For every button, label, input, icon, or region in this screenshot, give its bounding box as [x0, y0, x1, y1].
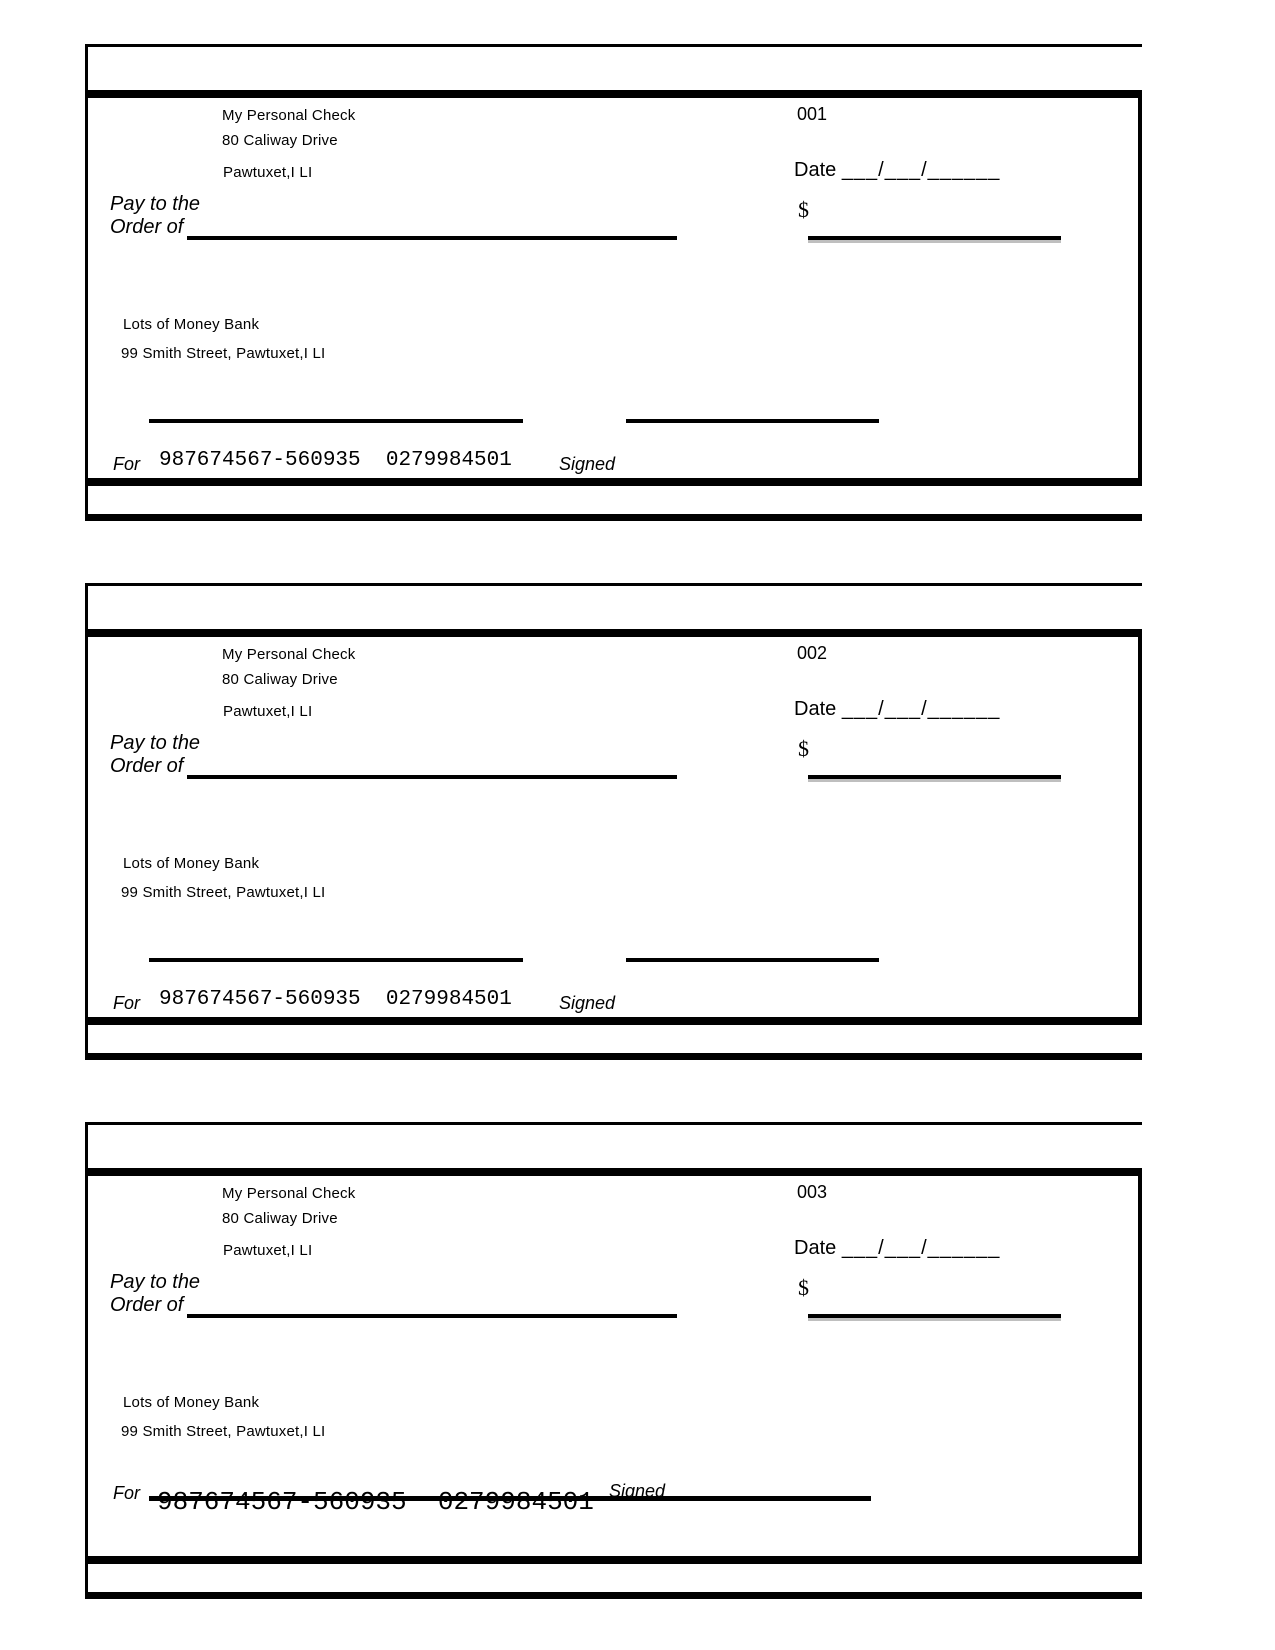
dollar-sign: $: [798, 197, 809, 222]
pay-to-label-line2: Order of: [110, 755, 184, 777]
amount-line[interactable]: [808, 1314, 1061, 1318]
for-label: For: [113, 454, 140, 474]
payee-line[interactable]: [187, 775, 677, 779]
check-top-rule: [85, 629, 1142, 637]
outer-top-border: [85, 1122, 1142, 1125]
dollar-sign: $: [798, 1275, 809, 1300]
check-right-border: [1138, 90, 1142, 486]
outer-top-border: [85, 44, 1142, 47]
micr-number: 987674567-560935 0279984501: [159, 988, 512, 1011]
check-number: 003: [797, 1182, 828, 1202]
for-label: For: [113, 1483, 140, 1503]
check-unit: [85, 1122, 1142, 1603]
payer-address: 80 Caliway Drive: [222, 671, 338, 688]
check-top-rule: [85, 90, 1142, 98]
amount-line[interactable]: [808, 775, 1061, 779]
check-unit: [85, 44, 1142, 525]
bank-name: Lots of Money Bank: [123, 1394, 260, 1411]
check-unit: [85, 583, 1142, 1064]
pay-to-label-line1: Pay to the: [110, 193, 201, 215]
bank-address: 99 Smith Street, Pawtuxet,I LI: [121, 345, 326, 362]
bank-name: Lots of Money Bank: [123, 316, 260, 333]
pay-to-label-line1: Pay to the: [110, 732, 201, 754]
date-field: [794, 1237, 1000, 1260]
date-blanks[interactable]: ___/___/______: [841, 1237, 1001, 1259]
outer-bottom-border: [85, 1592, 1142, 1599]
payer-city: Pawtuxet,I LI: [223, 164, 313, 181]
date-blanks[interactable]: ___/___/______: [841, 159, 1001, 181]
date-field: [794, 698, 1000, 721]
check-top-rule: [85, 1168, 1142, 1176]
payer-address: 80 Caliway Drive: [222, 1210, 338, 1227]
date-blanks[interactable]: ___/___/______: [841, 698, 1001, 720]
check-number: 002: [797, 643, 828, 663]
date-field: [794, 159, 1000, 182]
bank-address: 99 Smith Street, Pawtuxet,I LI: [121, 884, 326, 901]
check-bottom-rule: [85, 1556, 1142, 1564]
payee-line[interactable]: [187, 236, 677, 240]
memo-line[interactable]: [149, 958, 523, 962]
check-bottom-rule: [85, 1017, 1142, 1025]
outer-left-border: [85, 1122, 88, 1599]
amount-line[interactable]: [808, 236, 1061, 240]
date-label: Date: [794, 1237, 837, 1259]
payer-name: My Personal Check: [222, 1185, 356, 1202]
outer-left-border: [85, 583, 88, 1060]
payee-line[interactable]: [187, 1314, 677, 1318]
pay-to-label-line1: Pay to the: [110, 1271, 201, 1293]
check-bottom-rule: [85, 478, 1142, 486]
bank-name: Lots of Money Bank: [123, 855, 260, 872]
outer-bottom-border: [85, 514, 1142, 521]
payer-address: 80 Caliway Drive: [222, 132, 338, 149]
payer-name: My Personal Check: [222, 646, 356, 663]
payer-city: Pawtuxet,I LI: [223, 703, 313, 720]
signed-label: Signed: [609, 1481, 666, 1501]
pay-to-label-line2: Order of: [110, 216, 184, 238]
outer-top-border: [85, 583, 1142, 586]
outer-left-border: [85, 44, 88, 521]
pay-to-label-line2: Order of: [110, 1294, 184, 1316]
check-right-border: [1138, 629, 1142, 1025]
signature-line[interactable]: [626, 958, 879, 962]
date-label: Date: [794, 698, 837, 720]
dollar-sign: $: [798, 736, 809, 761]
bank-address: 99 Smith Street, Pawtuxet,I LI: [121, 1423, 326, 1440]
signed-label: Signed: [559, 454, 616, 474]
memo-line[interactable]: [149, 419, 523, 423]
signed-label: Signed: [559, 993, 616, 1013]
payer-city: Pawtuxet,I LI: [223, 1242, 313, 1259]
check-right-border: [1138, 1168, 1142, 1564]
payer-name: My Personal Check: [222, 107, 356, 124]
for-label: For: [113, 993, 140, 1013]
micr-number: 987674567-560935 0279984501: [157, 1487, 594, 1517]
check-number: 001: [797, 104, 828, 124]
date-label: Date: [794, 159, 837, 181]
outer-bottom-border: [85, 1053, 1142, 1060]
micr-number: 987674567-560935 0279984501: [159, 449, 512, 472]
signature-line[interactable]: [626, 419, 879, 423]
